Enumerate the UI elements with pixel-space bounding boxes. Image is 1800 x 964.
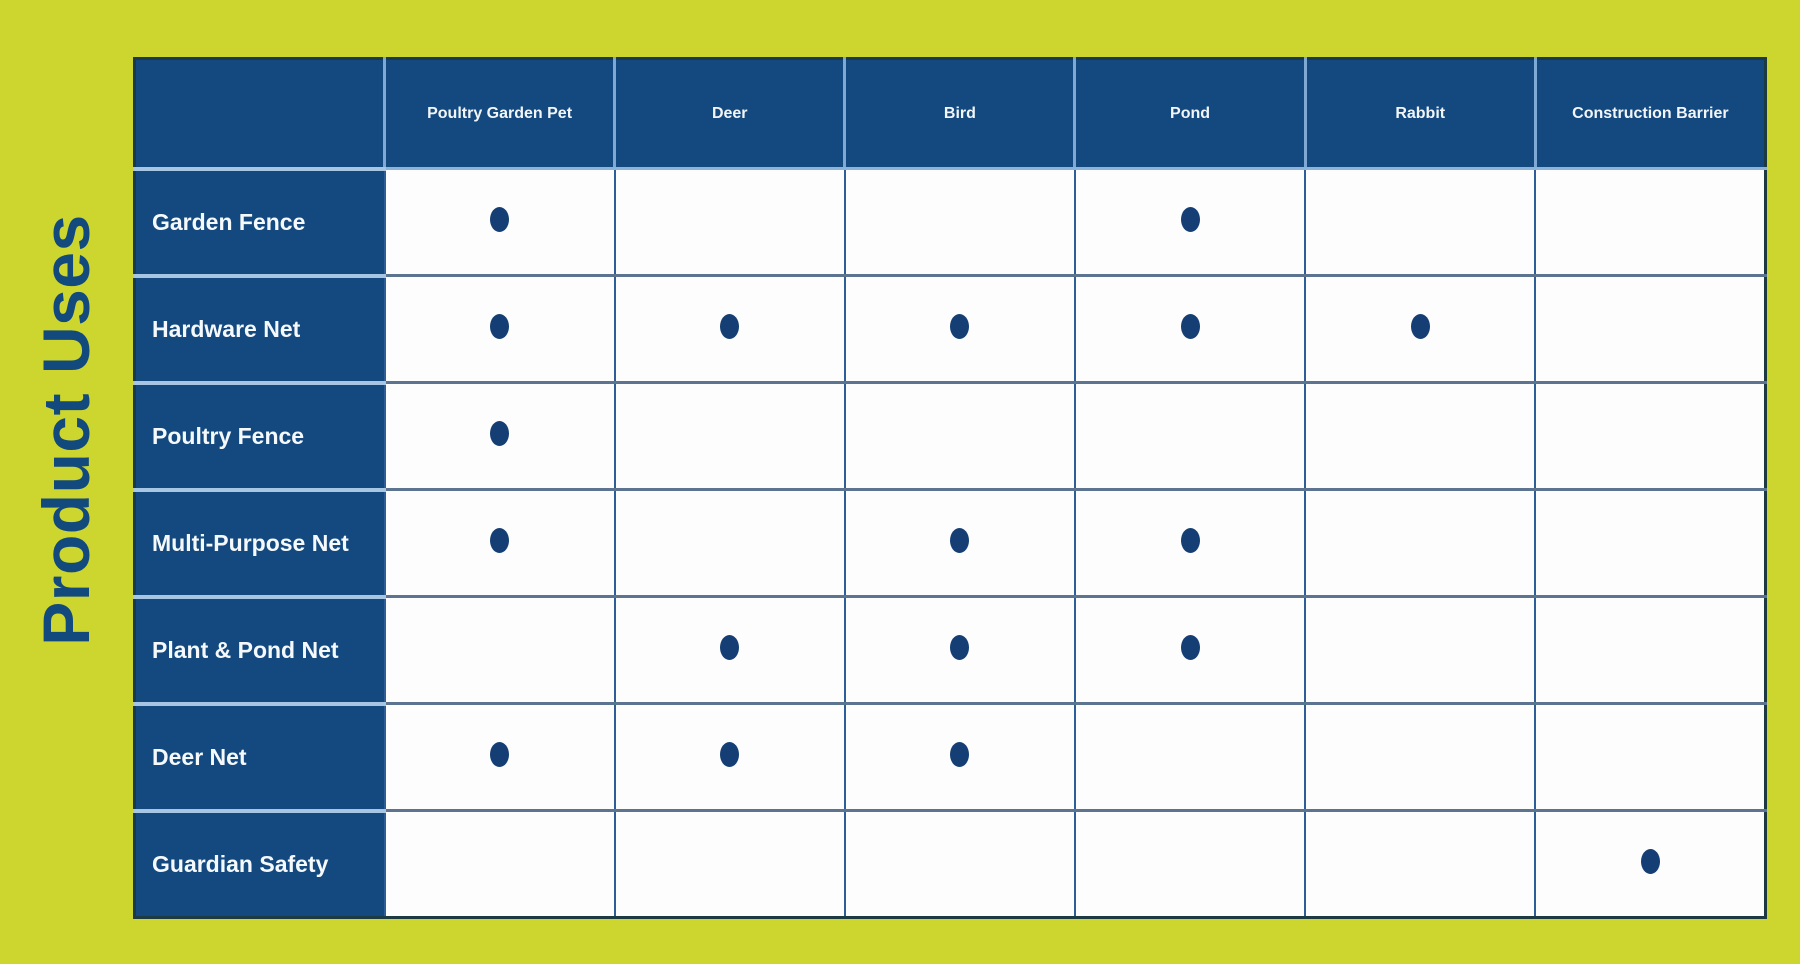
matrix-cell-empty: [1305, 597, 1535, 704]
matrix-cell-empty: [1535, 704, 1765, 811]
corner-cell: [135, 59, 385, 169]
dot-marker: [720, 742, 739, 767]
matrix-cell-empty: [1305, 811, 1535, 918]
matrix-cell-empty: [1535, 169, 1765, 276]
product-uses-table: [133, 57, 1767, 919]
dot-marker: [950, 314, 969, 339]
matrix-cell-marked: [385, 383, 615, 490]
dot-marker: [950, 528, 969, 553]
dot-marker: [490, 421, 509, 446]
dot-marker: [490, 528, 509, 553]
column-header-construction-barrier: Construction Barrier: [1535, 59, 1765, 169]
dot-marker: [1181, 207, 1200, 232]
row-header-guardian-safety: Guardian Safety: [135, 811, 385, 918]
matrix-cell-empty: [1305, 383, 1535, 490]
matrix-cell-empty: [845, 811, 1075, 918]
matrix-cell-marked: [385, 276, 615, 383]
dot-marker: [1181, 635, 1200, 660]
row-header-plant-pond-net: Plant & Pond Net: [135, 597, 385, 704]
dot-marker: [1181, 528, 1200, 553]
dot-marker: [950, 742, 969, 767]
row-header-garden-fence: Garden Fence: [135, 169, 385, 276]
matrix-cell-empty: [385, 597, 615, 704]
row-header-hardware-net: Hardware Net: [135, 276, 385, 383]
matrix-cell-marked: [615, 704, 845, 811]
page-title: Product Uses: [29, 214, 103, 646]
column-header-poultry-garden-pet: Poultry Garden Pet: [385, 59, 615, 169]
table-row-deer-net: [135, 704, 1766, 811]
matrix-cell-empty: [1305, 490, 1535, 597]
matrix-cell-empty: [615, 383, 845, 490]
matrix-cell-marked: [1075, 597, 1305, 704]
matrix-cell-marked: [385, 490, 615, 597]
dot-marker: [1181, 314, 1200, 339]
matrix-cell-marked: [845, 704, 1075, 811]
matrix-cell-marked: [1075, 276, 1305, 383]
column-header-bird: Bird: [845, 59, 1075, 169]
table-row-garden-fence: [135, 169, 1766, 276]
matrix-cell-empty: [1305, 169, 1535, 276]
matrix-cell-marked: [845, 276, 1075, 383]
row-header-poultry-fence: Poultry Fence: [135, 383, 385, 490]
matrix-cell-marked: [385, 169, 615, 276]
column-header-pond: Pond: [1075, 59, 1305, 169]
matrix-cell-empty: [1535, 597, 1765, 704]
dot-marker: [1641, 849, 1660, 874]
table-row-hardware-net: [135, 276, 1766, 383]
matrix-cell-empty: [385, 811, 615, 918]
dot-marker: [950, 635, 969, 660]
row-header-multi-purpose-net: Multi-Purpose Net: [135, 490, 385, 597]
matrix-cell-empty: [1535, 276, 1765, 383]
dot-marker: [720, 314, 739, 339]
dot-marker: [1411, 314, 1430, 339]
matrix-cell-marked: [615, 276, 845, 383]
matrix-cell-marked: [1075, 490, 1305, 597]
matrix-cell-empty: [1075, 704, 1305, 811]
matrix-cell-empty: [1075, 383, 1305, 490]
dot-marker: [490, 207, 509, 232]
matrix-cell-marked: [615, 597, 845, 704]
table-row-plant-pond-net: [135, 597, 1766, 704]
matrix-cell-marked: [845, 597, 1075, 704]
matrix-cell-marked: [1305, 276, 1535, 383]
matrix-cell-empty: [1305, 704, 1535, 811]
column-header-deer: Deer: [615, 59, 845, 169]
dot-marker: [490, 742, 509, 767]
matrix-cell-empty: [615, 490, 845, 597]
matrix-cell-marked: [385, 704, 615, 811]
matrix-cell-marked: [845, 490, 1075, 597]
matrix-cell-empty: [845, 383, 1075, 490]
matrix-cell-marked: [1075, 169, 1305, 276]
dot-marker: [490, 314, 509, 339]
column-header-rabbit: Rabbit: [1305, 59, 1535, 169]
row-header-deer-net: Deer Net: [135, 704, 385, 811]
matrix-cell-empty: [615, 811, 845, 918]
matrix-cell-empty: [845, 169, 1075, 276]
table-row-poultry-fence: [135, 383, 1766, 490]
table-row-guardian-safety: [135, 811, 1766, 918]
matrix-cell-empty: [1535, 490, 1765, 597]
dot-marker: [720, 635, 739, 660]
matrix-cell-empty: [615, 169, 845, 276]
header-row: [135, 59, 1766, 169]
matrix-cell-empty: [1075, 811, 1305, 918]
matrix-cell-empty: [1535, 383, 1765, 490]
matrix-cell-marked: [1535, 811, 1765, 918]
table-row-multi-purpose-net: [135, 490, 1766, 597]
